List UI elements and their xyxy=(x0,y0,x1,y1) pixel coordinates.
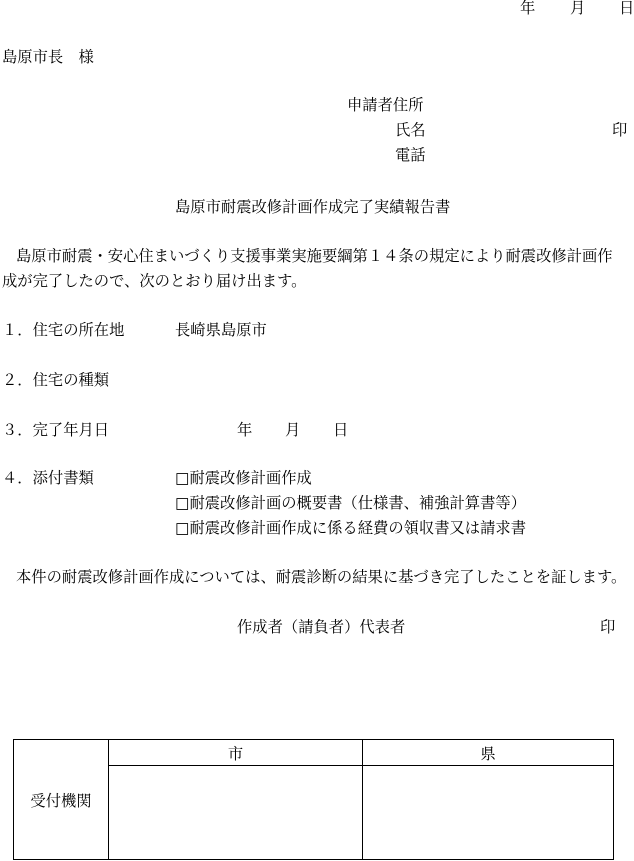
reception-prefecture-header xyxy=(363,740,613,766)
completion-year-label: 年 xyxy=(237,421,253,439)
reception-city-header xyxy=(109,740,363,766)
addressee: 島原市長 様 xyxy=(2,48,94,66)
applicant-seal-mark: 印 xyxy=(612,121,628,139)
item-type-label: ２．住宅の種類 xyxy=(2,371,110,389)
attachment-item: □耐震改修計画作成に係る経費の領収書又は請求書 xyxy=(175,519,526,537)
completion-month-label: 月 xyxy=(285,421,301,439)
item-location-value: 長崎県島原市 xyxy=(175,321,267,339)
reception-label-cell xyxy=(14,740,109,859)
intro-line-1: 島原市耐震・安心住まいづくり支援事業実施要綱第１４条の規定により耐震改修計画作 xyxy=(16,247,613,265)
applicant-phone-label: 電話 xyxy=(395,146,426,164)
document-title: 島原市耐震改修計画作成完了実績報告書 xyxy=(175,198,451,216)
reception-label: 受付機関 xyxy=(30,791,92,810)
applicant-address-label: 申請者住所 xyxy=(347,96,424,114)
item-attachments-label: ４．添付書類 xyxy=(2,469,94,487)
item-location-label: １．住宅の所在地 xyxy=(2,321,125,339)
applicant-name-label: 氏名 xyxy=(395,121,426,139)
reception-prefecture-label: 県 xyxy=(480,744,496,763)
date-day-label: 日 xyxy=(619,0,634,17)
completion-day-label: 日 xyxy=(333,421,349,439)
certification-statement: 本件の耐震改修計画作成については、耐震診断の結果に基づき完了したことを証します。 xyxy=(16,568,627,586)
attachment-item: □耐震改修計画の概要書（仕様書、補強計算書等） xyxy=(175,494,526,512)
date-month-label: 月 xyxy=(570,0,586,17)
creator-seal-mark: 印 xyxy=(600,618,616,636)
attachment-item: □耐震改修計画作成 xyxy=(175,469,312,487)
reception-table xyxy=(13,739,614,860)
reception-city-stamp-area xyxy=(109,766,363,859)
date-year-label: 年 xyxy=(520,0,536,17)
reception-prefecture-stamp-area xyxy=(363,766,613,859)
item-completion-date-label: ３．完了年月日 xyxy=(2,421,110,439)
creator-label: 作成者（請負者）代表者 xyxy=(237,618,406,636)
intro-line-2: 成が完了したので、次のとおり届け出ます。 xyxy=(2,272,307,290)
reception-city-label: 市 xyxy=(227,744,244,763)
